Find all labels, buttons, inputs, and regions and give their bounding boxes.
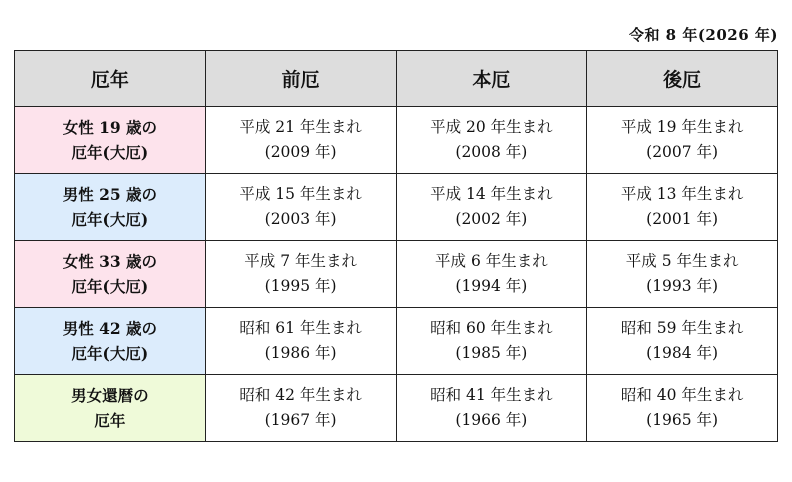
row-type-line1: 男女還暦の	[71, 386, 149, 405]
row-type-line2: 厄年(大厄)	[71, 210, 149, 229]
row-type-line2: 厄年(大厄)	[71, 344, 149, 363]
birth-era-year: 昭和 40 年生まれ	[620, 386, 744, 404]
honyaku-cell	[396, 375, 587, 442]
maeyaku-cell	[205, 107, 396, 174]
birth-western-year: (1967 年)	[264, 411, 337, 429]
birth-western-year: (1985 年)	[455, 344, 528, 362]
birth-western-year: (2009 年)	[264, 143, 337, 161]
birth-era-year: 平成 19 年生まれ	[620, 118, 744, 136]
birth-era-year: 平成 20 年生まれ	[430, 118, 553, 136]
era-year-note: 令和 8 年(2026 年)	[628, 26, 778, 44]
birth-era-year: 平成 5 年生まれ	[625, 252, 739, 270]
header-honyaku: 本厄	[396, 51, 587, 107]
birth-era-year: 平成 13 年生まれ	[620, 185, 744, 203]
birth-western-year: (1965 年)	[646, 411, 719, 429]
birth-western-year: (1995 年)	[264, 277, 337, 295]
birth-western-year: (2007 年)	[646, 143, 719, 161]
birth-era-year: 平成 7 年生まれ	[244, 252, 357, 270]
table-row	[15, 308, 778, 375]
row-type-cell	[15, 241, 206, 308]
header-maeyaku: 前厄	[205, 51, 396, 107]
row-type-cell	[15, 308, 206, 375]
atoyaku-cell	[587, 375, 778, 442]
birth-western-year: (2008 年)	[455, 143, 528, 161]
row-type-line2: 厄年(大厄)	[71, 277, 149, 296]
header-yakudoshi: 厄年	[15, 51, 206, 107]
birth-western-year: (1994 年)	[455, 277, 528, 295]
table-row	[15, 375, 778, 442]
birth-era-year: 昭和 60 年生まれ	[430, 319, 553, 337]
atoyaku-cell	[587, 174, 778, 241]
table-row	[15, 241, 778, 308]
birth-western-year: (2001 年)	[646, 210, 719, 228]
birth-era-year: 昭和 61 年生まれ	[239, 319, 362, 337]
birth-western-year: (2002 年)	[455, 210, 528, 228]
row-type-line1: 男性 42 歳の	[62, 319, 158, 338]
table-row	[15, 107, 778, 174]
birth-era-year: 昭和 59 年生まれ	[620, 319, 744, 337]
birth-western-year: (1984 年)	[646, 344, 719, 362]
yakudoshi-table	[14, 50, 778, 442]
birth-era-year: 平成 15 年生まれ	[239, 185, 362, 203]
birth-western-year: (1986 年)	[264, 344, 337, 362]
row-type-line2: 厄年	[94, 411, 126, 430]
row-type-cell	[15, 375, 206, 442]
birth-western-year: (1966 年)	[455, 411, 528, 429]
maeyaku-cell	[205, 375, 396, 442]
maeyaku-cell	[205, 308, 396, 375]
atoyaku-cell	[587, 308, 778, 375]
birth-era-year: 昭和 41 年生まれ	[430, 386, 553, 404]
maeyaku-cell	[205, 241, 396, 308]
row-type-line1: 女性 33 歳の	[62, 252, 158, 271]
row-type-line1: 男性 25 歳の	[62, 185, 158, 204]
table-row	[15, 174, 778, 241]
row-type-cell	[15, 107, 206, 174]
row-type-cell	[15, 174, 206, 241]
birth-era-year: 昭和 42 年生まれ	[239, 386, 362, 404]
atoyaku-cell	[587, 107, 778, 174]
honyaku-cell	[396, 308, 587, 375]
honyaku-cell	[396, 107, 587, 174]
birth-era-year: 平成 14 年生まれ	[430, 185, 553, 203]
atoyaku-cell	[587, 241, 778, 308]
honyaku-cell	[396, 174, 587, 241]
birth-western-year: (2003 年)	[264, 210, 337, 228]
honyaku-cell	[396, 241, 587, 308]
header-row	[15, 51, 778, 107]
row-type-line1: 女性 19 歳の	[62, 118, 158, 137]
birth-western-year: (1993 年)	[646, 277, 719, 295]
header-atoyaku: 後厄	[587, 51, 778, 107]
birth-era-year: 平成 21 年生まれ	[239, 118, 362, 136]
maeyaku-cell	[205, 174, 396, 241]
row-type-line2: 厄年(大厄)	[71, 143, 149, 162]
birth-era-year: 平成 6 年生まれ	[435, 252, 548, 270]
